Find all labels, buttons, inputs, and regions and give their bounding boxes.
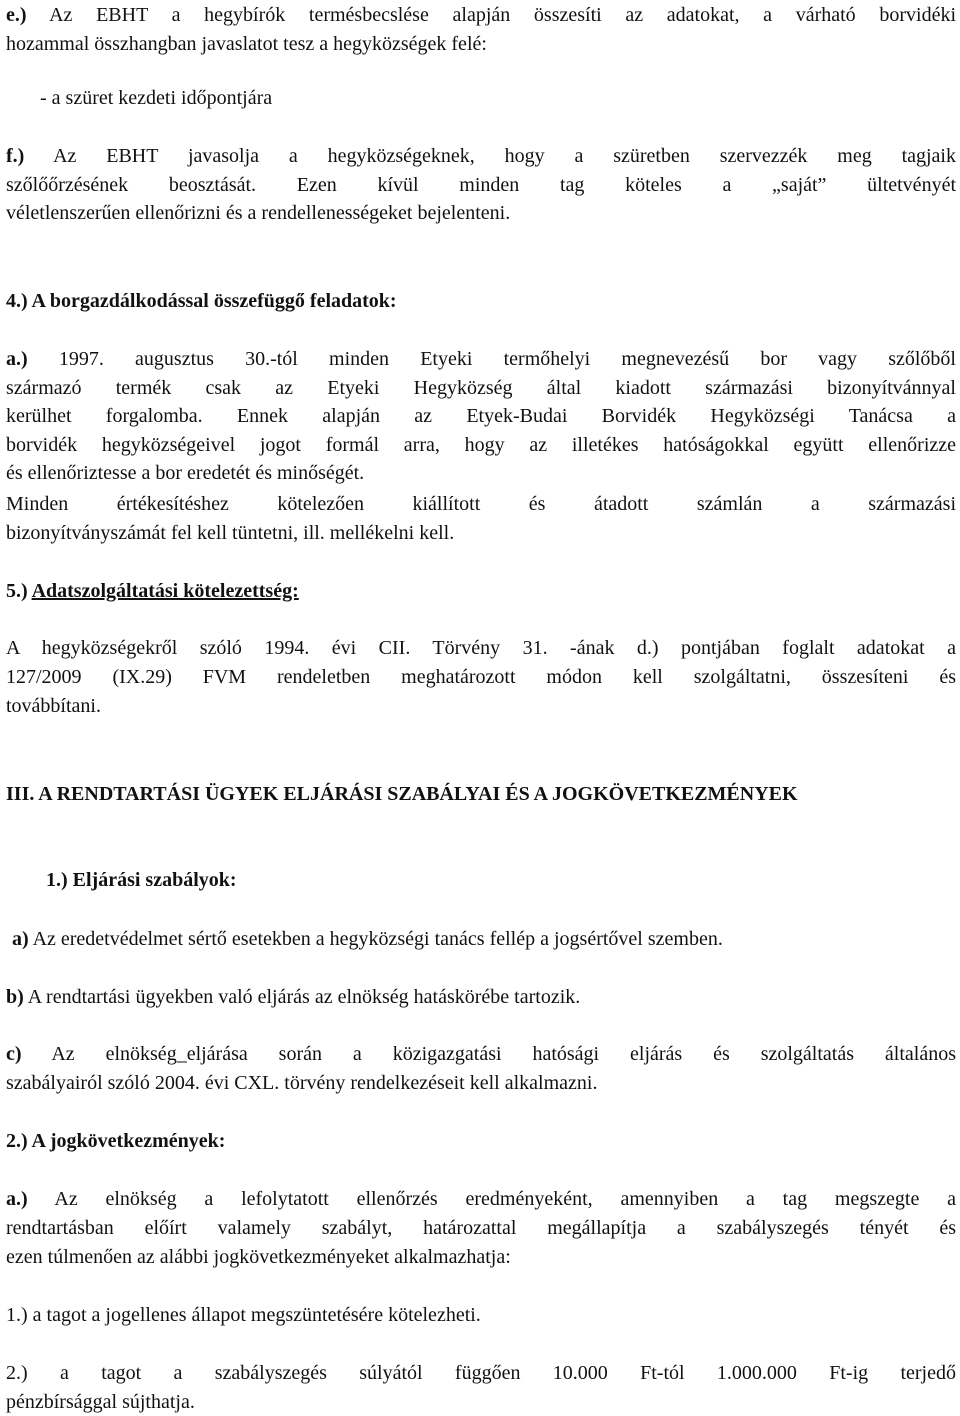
text-line: továbbítani. — [6, 695, 101, 717]
heading-title: Adatszolgáltatási kötelezettség: — [31, 580, 299, 602]
text-line — [6, 1, 956, 29]
chapter-heading-iii: III. A RENDTARTÁSI ÜGYEK ELJÁRÁSI SZABÁLYAI ÉS A JOGKÖVETKEZMÉNYEK — [6, 783, 798, 805]
text-line: bizonyítványszámát fel kell tüntetni, ill. mellékelni kell. — [6, 522, 455, 544]
item-label: a.) — [6, 348, 28, 370]
text-line: kerülhet forgalomba. Ennek alapján az Etyek-Budai Borvidék Hegyközségi Tanácsa a — [6, 405, 956, 427]
text-line — [6, 345, 956, 373]
item-label: a) — [12, 928, 29, 950]
line-text: 1997. augusztus 30.-tól minden Etyeki termőhelyi megnevezésű bor vagy szőlőből — [27, 348, 956, 370]
item-label: b) — [6, 986, 24, 1008]
section-heading-5 — [6, 577, 299, 605]
text-line — [6, 1185, 956, 1213]
text-line: pénzbírsággal sújthatja. — [6, 1391, 195, 1413]
text-line: véletlenszerűen ellenőrizni és a rendellenességeket bejelenteni. — [6, 202, 511, 224]
rule-item-b — [6, 983, 580, 1011]
text-line — [6, 142, 956, 170]
subsection-heading-1: 1.) Eljárási szabályok: — [46, 869, 237, 891]
text-line: ezen túlmenően az alábbi jogkövetkezményeket alkalmazhatja: — [6, 1246, 511, 1268]
text-line: rendtartásban előírt valamely szabályt, határozattal megállapítja a szabályszegés tényét és — [6, 1217, 956, 1239]
rule-item-a — [12, 925, 723, 953]
text-line: és ellenőriztesse a bor eredetét és minőségét. — [6, 462, 365, 484]
item-label: a.) — [6, 1188, 28, 1210]
subsection-heading-2: 2.) A jogkövetkezmények: — [6, 1130, 226, 1152]
text-line: 127/2009 (IX.29) FVM rendeletben meghatározott módon kell szolgáltatni, összesíteni és — [6, 666, 956, 688]
section-heading-4: 4.) A borgazdálkodással összefüggő feladatok: — [6, 290, 397, 312]
item-label: f.) — [6, 145, 25, 167]
text-line: borvidék hegyközségeivel jogot formál arra, hogy az illetékes hatóságokkal együtt ellenőrizze — [6, 434, 956, 456]
list-item: - a szüret kezdeti időpontjára — [40, 87, 273, 109]
line-text: Az elnökség a lefolytatott ellenőrzés eredményeként, amennyiben a tag megszegte a — [27, 1188, 956, 1210]
line-text: Az eredetvédelmet sértő esetekben a hegyközségi tanács fellép a jogsértővel szemben. — [28, 928, 723, 950]
text-line: hozammal összhangban javaslatot tesz a hegyközségek felé: — [6, 33, 487, 55]
text-line: Minden értékesítéshez kötelezően kiállított és átadott számlán a származási — [6, 493, 956, 515]
consequence-item-2: 2.) a tagot a szabályszegés súlyától függően 10.000 Ft-tól 1.000.000 Ft-ig terjedő — [6, 1362, 956, 1384]
line-text: A rendtartási ügyekben való eljárás az elnökség hatáskörébe tartozik. — [23, 986, 581, 1008]
text-line: szabályairól szóló 2004. évi CXL. törvény rendelkezéseit kell alkalmazni. — [6, 1072, 598, 1094]
rule-item-c — [6, 1040, 956, 1068]
consequence-item-1: 1.) a tagot a jogellenes állapot megszüntetésére kötelezheti. — [6, 1304, 481, 1326]
text-line: szőlőőrzésének beosztását. Ezen kívül minden tag köteles a „saját” ültetvényét — [6, 174, 956, 196]
item-label: e.) — [6, 4, 27, 26]
text-line: származó termék csak az Etyeki Hegyközség által kiadott származási bizonyítvánnyal — [6, 377, 956, 399]
line-text: Az EBHT a hegybírók termésbecslése alapján összesíti az adatokat, a várható borvidéki — [26, 4, 956, 26]
line-text: Az elnökség_eljárása során a közigazgatási hatósági eljárás és szolgáltatás általános — [21, 1043, 956, 1065]
item-label: c) — [6, 1043, 22, 1065]
line-text: Az EBHT javasolja a hegyközségeknek, hogy a szüretben szervezzék meg tagjaik — [24, 145, 956, 167]
heading-number: 5.) — [6, 580, 28, 602]
text-line: A hegyközségekről szóló 1994. évi CII. Törvény 31. -ának d.) pontjában foglalt adatokat a — [6, 637, 956, 659]
